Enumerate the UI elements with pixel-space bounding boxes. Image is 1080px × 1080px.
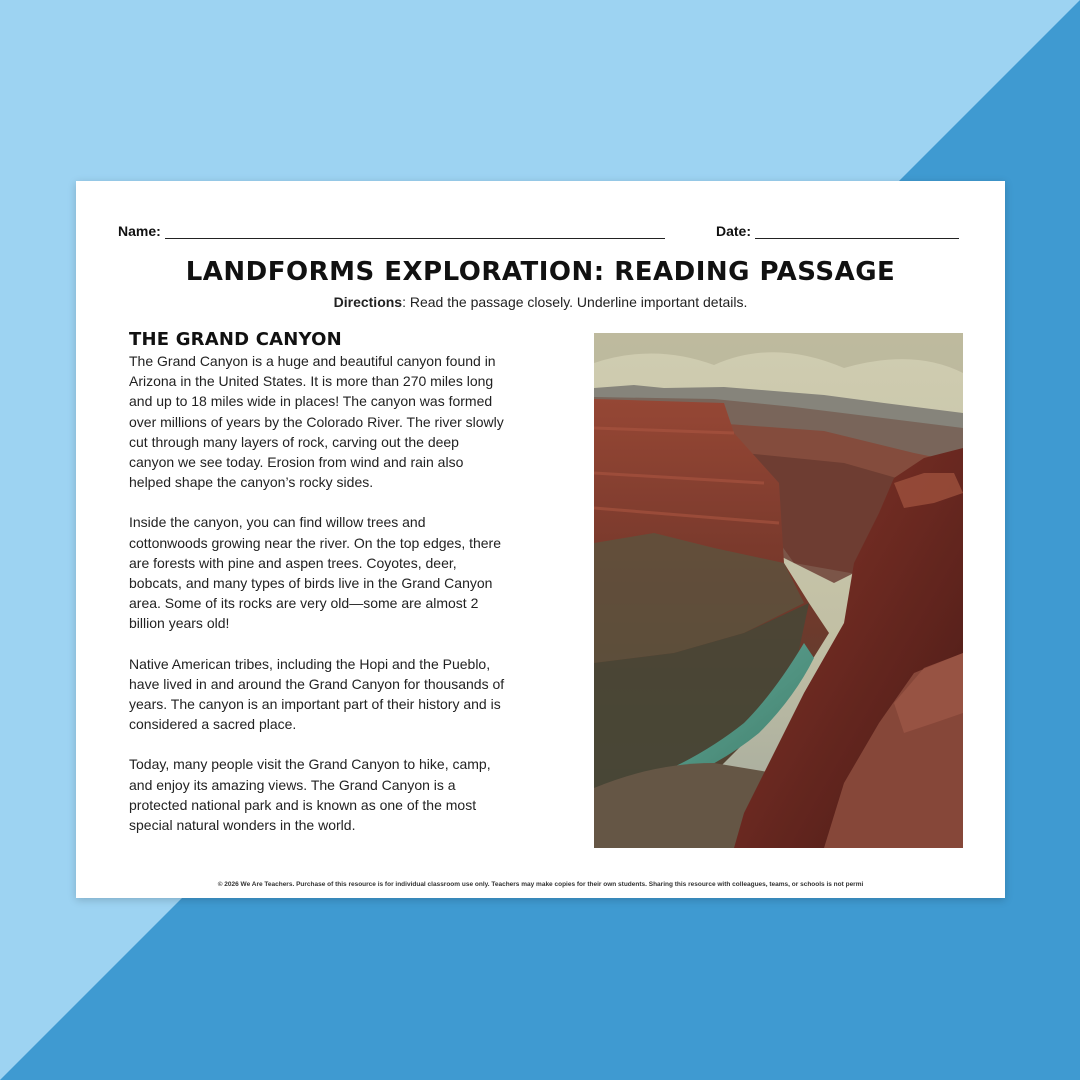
date-line[interactable] (755, 224, 959, 239)
name-field[interactable] (118, 223, 665, 239)
worksheet-title: LANDFORMS EXPLORATION: READING PASSAGE (185, 257, 896, 287)
grand-canyon-photo (594, 333, 963, 848)
date-label: Date: (716, 223, 752, 239)
paragraph-1: The Grand Canyon is a huge and beautiful canyon found in Arizona in the United States. It is more than 270 miles long and up to 18 miles wide in places! The canyon was formed over millions of years by the Colorado River. The river slowly cut through many layers of rock, carving out the deep canyon we see today. Erosion from wind and rain also helped shape the canyon’s rocky sides. (129, 353, 504, 491)
header-fields (118, 223, 961, 243)
paragraph-3: Native American tribes, including the Hopi and the Pueblo, have lived in and around the Grand Canyon for thousands of years. The canyon is an important part of their history and is considered a sacred place. (129, 655, 505, 733)
directions-text: : Read the passage closely. Underline important details. (402, 294, 748, 310)
name-label: Name: (118, 223, 161, 239)
date-field[interactable] (716, 223, 959, 239)
paragraph-2: Inside the canyon, you can find willow trees and cottonwoods growing near the river. On the top edges, there are forests with pine and aspen trees. Coyotes, deer, bobcats, and many types of birds live in the Grand Canyon area. Some of its rocks are very old—some are almost 2 billion years old! (129, 514, 502, 632)
directions-label: Directions (333, 294, 403, 310)
copyright-footer: © 2026 We Are Teachers. Purchase of this resource is for individual classroom use only. Teachers may make copies for their own students. Sharing this resource with colleagues, teams, or schools is not permi (217, 881, 864, 888)
directions (76, 294, 1005, 310)
name-line[interactable] (165, 224, 665, 239)
paragraph-4: Today, many people visit the Grand Canyon to hike, camp, and enjoy its amazing views. The Grand Canyon is a protected national park and is known as one of the most special natural wonders in the world. (129, 756, 491, 834)
section-title: THE GRAND CANYON (129, 329, 342, 350)
reading-passage (129, 329, 507, 855)
worksheet (76, 181, 1005, 898)
